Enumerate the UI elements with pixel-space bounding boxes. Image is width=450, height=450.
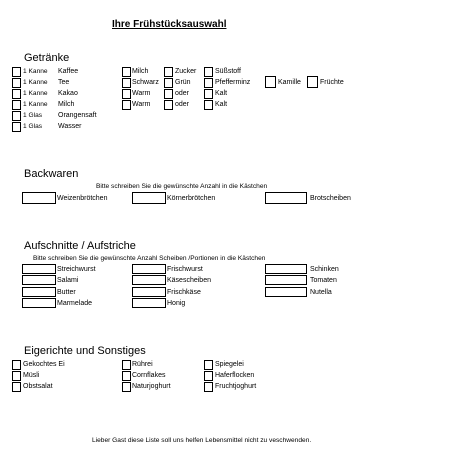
option-checkbox-schwarz[interactable] xyxy=(122,78,131,88)
bakery-item-label: Körnerbrötchen xyxy=(167,195,216,202)
drink-amount: 1 Glas xyxy=(23,123,43,130)
option-label: Schwarz xyxy=(132,79,159,86)
footer-note: Lieber Gast diese Liste soll uns helfen Lebensmittel nicht zu veschwenden. xyxy=(92,437,312,444)
eggs-checkbox[interactable] xyxy=(122,371,131,381)
eggs-item-label: Cornflakes xyxy=(132,372,166,379)
drink-checkbox-orangensaft[interactable] xyxy=(12,111,21,121)
bakery-quantity-input[interactable] xyxy=(22,192,56,204)
option-label: Milch xyxy=(132,68,149,75)
eggs-item-label: Rührei xyxy=(132,361,153,368)
spreads-item-label: Tomaten xyxy=(310,277,337,284)
option-label: Grün xyxy=(175,79,191,86)
option-label: Süßstoff xyxy=(215,68,241,75)
spreads-item-label: Marmelade xyxy=(57,300,93,307)
spreads-quantity-input[interactable] xyxy=(22,298,56,308)
drink-amount: 1 Kanne xyxy=(23,79,48,86)
spreads-item-label: Schinken xyxy=(310,266,339,273)
drink-amount: 1 Kanne xyxy=(23,90,48,97)
option-label: Kalt xyxy=(215,101,228,108)
spreads-quantity-input[interactable] xyxy=(265,275,307,285)
drink-checkbox-milch[interactable] xyxy=(12,100,21,110)
eggs-item-label: Naturjoghurt xyxy=(132,383,171,390)
eggs-item-label: Gekochtes Ei xyxy=(23,361,65,368)
drink-checkbox-tee[interactable] xyxy=(12,78,21,88)
spreads-quantity-input[interactable] xyxy=(22,264,56,274)
spreads-quantity-input[interactable] xyxy=(132,275,166,285)
drink-amount: 1 Kanne xyxy=(23,68,48,75)
eggs-checkbox[interactable] xyxy=(122,382,131,392)
spreads-quantity-input[interactable] xyxy=(132,264,166,274)
eggs-item-label: Spiegelei xyxy=(215,361,244,368)
spreads-quantity-input[interactable] xyxy=(132,287,166,297)
bakery-instruction: Bitte schreiben Sie die gewünschte Anzahl in die Kästchen xyxy=(96,183,268,190)
bakery-quantity-input[interactable] xyxy=(265,192,307,204)
drink-amount: 1 Glas xyxy=(23,112,43,119)
option-checkbox-kalt[interactable] xyxy=(204,89,213,99)
page-title: Ihre Frühstücksauswahl xyxy=(112,19,227,30)
option-checkbox-warm[interactable] xyxy=(122,89,131,99)
option-checkbox-zucker[interactable] xyxy=(164,67,173,77)
option-checkbox-pfefferminz[interactable] xyxy=(204,78,213,88)
spreads-quantity-input[interactable] xyxy=(265,287,307,297)
bakery-quantity-input[interactable] xyxy=(132,192,166,204)
option-checkbox-fruechte[interactable] xyxy=(307,76,318,88)
option-label: oder xyxy=(175,101,190,108)
option-label: Kamille xyxy=(278,79,301,86)
eggs-item-label: Obstsalat xyxy=(23,383,53,390)
spreads-heading: Aufschnitte / Aufstriche xyxy=(24,240,136,252)
bakery-heading: Backwaren xyxy=(24,168,79,180)
eggs-checkbox[interactable] xyxy=(204,360,213,370)
drink-checkbox-kaffee[interactable] xyxy=(12,67,21,77)
drink-checkbox-wasser[interactable] xyxy=(12,122,21,132)
drink-amount: 1 Kanne xyxy=(23,101,48,108)
option-label: Warm xyxy=(132,101,151,108)
drink-name: Kakao xyxy=(58,90,78,97)
option-label: Früchte xyxy=(320,79,344,86)
option-checkbox-kalt[interactable] xyxy=(204,100,213,110)
drink-name: Milch xyxy=(58,101,75,108)
eggs-checkbox[interactable] xyxy=(12,371,21,381)
option-checkbox-milch[interactable] xyxy=(122,67,131,77)
spreads-item-label: Frischwurst xyxy=(167,266,203,273)
option-checkbox-suessstoff[interactable] xyxy=(204,67,213,77)
option-label: Kalt xyxy=(215,90,228,97)
spreads-quantity-input[interactable] xyxy=(132,298,166,308)
spreads-quantity-input[interactable] xyxy=(22,287,56,297)
eggs-item-label: Müsli xyxy=(23,372,40,379)
eggs-checkbox[interactable] xyxy=(12,360,21,370)
option-label: Pfefferminz xyxy=(215,79,251,86)
spreads-quantity-input[interactable] xyxy=(265,264,307,274)
option-checkbox-oder[interactable] xyxy=(164,89,173,99)
drinks-heading: Getränke xyxy=(24,52,70,64)
eggs-checkbox[interactable] xyxy=(204,382,213,392)
spreads-item-label: Nutella xyxy=(310,289,332,296)
drink-name: Orangensaft xyxy=(58,112,97,119)
drink-name: Wasser xyxy=(58,123,82,130)
option-checkbox-oder[interactable] xyxy=(164,100,173,110)
eggs-heading: Eigerichte und Sonstiges xyxy=(24,345,146,357)
option-label: oder xyxy=(175,90,190,97)
drink-name: Kaffee xyxy=(58,68,79,75)
eggs-checkbox[interactable] xyxy=(122,360,131,370)
bakery-item-label: Weizenbrötchen xyxy=(57,195,108,202)
spreads-item-label: Salami xyxy=(57,277,79,284)
spreads-item-label: Käsescheiben xyxy=(167,277,211,284)
option-checkbox-warm[interactable] xyxy=(122,100,131,110)
spreads-item-label: Streichwurst xyxy=(57,266,96,273)
spreads-quantity-input[interactable] xyxy=(22,275,56,285)
eggs-item-label: Haferflocken xyxy=(215,372,255,379)
spreads-item-label: Honig xyxy=(167,300,186,307)
option-checkbox-gruen[interactable] xyxy=(164,78,173,88)
drink-name: Tee xyxy=(58,79,70,86)
eggs-item-label: Fruchtjoghurt xyxy=(215,383,257,390)
option-label: Warm xyxy=(132,90,151,97)
spreads-item-label: Butter xyxy=(57,289,76,296)
eggs-checkbox[interactable] xyxy=(204,371,213,381)
option-label: Zucker xyxy=(175,68,197,75)
option-checkbox-kamille[interactable] xyxy=(265,76,276,88)
spreads-instruction: Bitte schreiben Sie die gewünschte Anzahl Scheiben /Portionen in die Kästchen xyxy=(33,255,266,262)
eggs-checkbox[interactable] xyxy=(12,382,21,392)
bakery-item-label: Brotscheiben xyxy=(310,195,351,202)
spreads-item-label: Frischkäse xyxy=(167,289,201,296)
drink-checkbox-kakao[interactable] xyxy=(12,89,21,99)
